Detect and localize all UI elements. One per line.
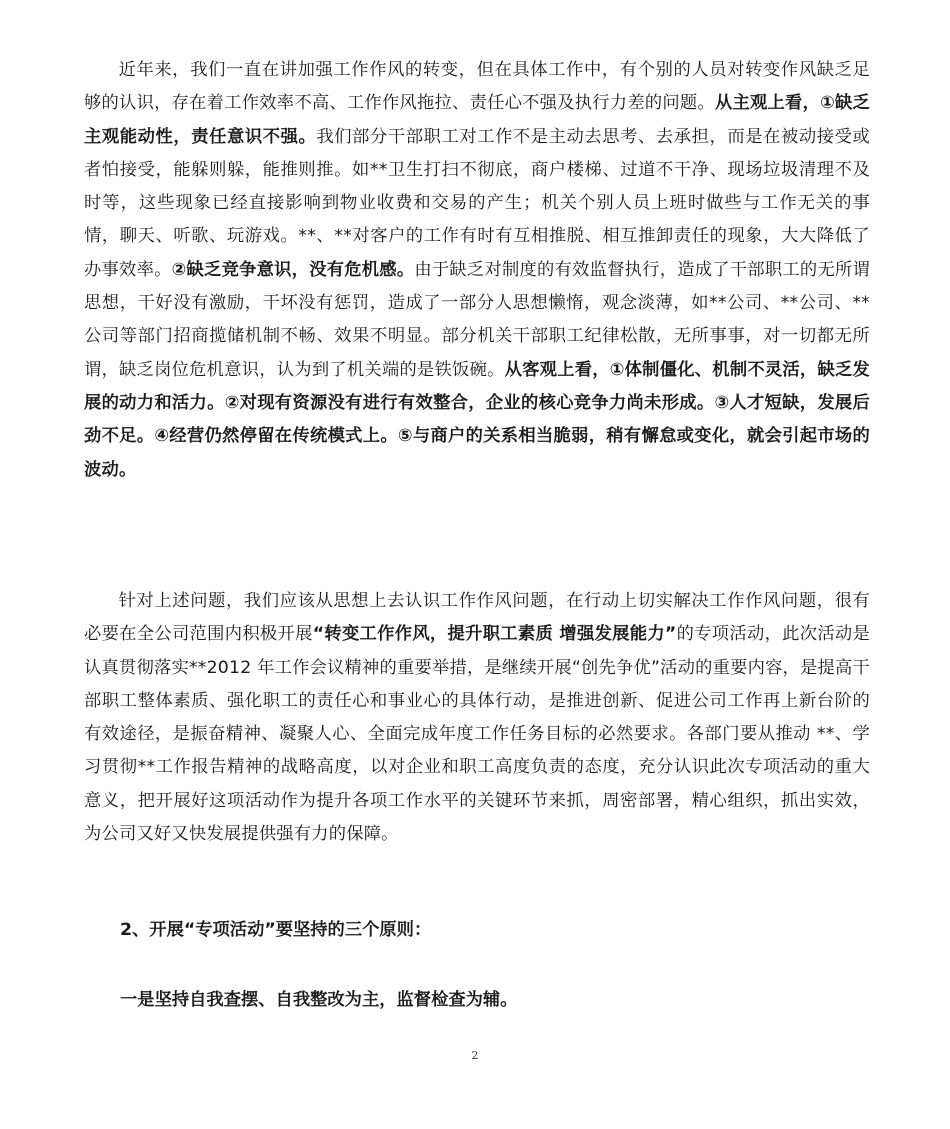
- paragraph-text: 由于缺乏对制度的有效监督执行，造成了干部职工的无所谓思想，干好没有激励，干坏没有惩罚，造成了一部分人思想懒惰，观念淡薄，如**公司、**公司、**公司等部门招商揽储机制不畅、效果不明显。部分机关干部职工纪律松散，无所事事，对一切都无所谓，缺乏岗位危机意识，认为到了机关端的是铁饭碗。: [84, 259, 870, 380]
- paragraph-text: 近年来，我们一直在讲加强工作作风的转变，但在具体工作中，有个别的人员对转变作风缺乏足够的认识，存在着工作效率不高、工作作风拖拉、责任心不强及执行力差的问题。: [84, 60, 870, 114]
- bold-text: ②缺乏竞争意识，没有危机感。: [171, 259, 415, 280]
- paragraph-text: 针对上述问题，我们应该从思想上去认识工作作风问题，在行动上切实解决工作作风问题，很有必要在全公司范围内积极开展: [84, 591, 870, 645]
- principle-heading: 一是坚持自我查摆、自我整改为主，监督检查为辅。: [120, 990, 518, 1010]
- paragraph-text: 的专项活动，此次活动是认真贯彻落实**2012 年工作会议精神的重要举措，是继续开展“创先争优”活动的重要内容，是提高干部职工整体素质、强化职工的责任心和事业心的具体行动，是推进创新、促进公司工作再上新台阶的有效途径，是振奋精神、凝聚人心、全面完成年度工作任务目标的必然要求。各部门要从推动 **、学习贯彻**工作报告精神的战略高度，以对企业和职工高度负责的态度，充分认识此次专项活动的重大意义，把开展好这项活动作为提升各项工作水平的关键环节来抓，周密部署，精心组织，抓出实效，为公司又好又快发展提供强有力的保障。: [84, 624, 871, 845]
- paragraph-problems: [84, 54, 870, 487]
- bold-text: 从主观上看，①缺乏主观能动性，责任意识不强。: [84, 93, 870, 147]
- paragraph-activity: [84, 585, 870, 851]
- section-heading: 2、开展“专项活动”要坚持的三个原则：: [120, 920, 432, 940]
- paragraph-text: 我们部分干部职工对工作不是主动去思考、去承担，而是在被动接受或者怕接受，能躲则躲，能推则推。如**卫生打扫不彻底，商户楼梯、过道不干净、现场垃圾清理不及时等，这些现象已经直接影响到物业收费和交易的产生；机关个别人员上班时做些与工作无关的事情，聊天、听歌、玩游戏。**、**对客户的工作有时有互相推脱、相互推卸责任的现象，大大降低了办事效率。: [84, 126, 870, 280]
- bold-text: 从客观上看，①体制僵化、机制不灵活，缺乏发展的动力和活力。②对现有资源没有进行有效整合，企业的核心竞争力尚未形成。③人才短缺，发展后劲不足。④经营仍然停留在传统模式上。⑤与商户的关系相当脆弱，稍有懈怠或变化，就会引起市场的波动。: [84, 359, 870, 480]
- page-number: 2: [471, 1049, 479, 1062]
- bold-text: “转变工作作风，提升职工素质 增强发展能力”: [312, 624, 677, 645]
